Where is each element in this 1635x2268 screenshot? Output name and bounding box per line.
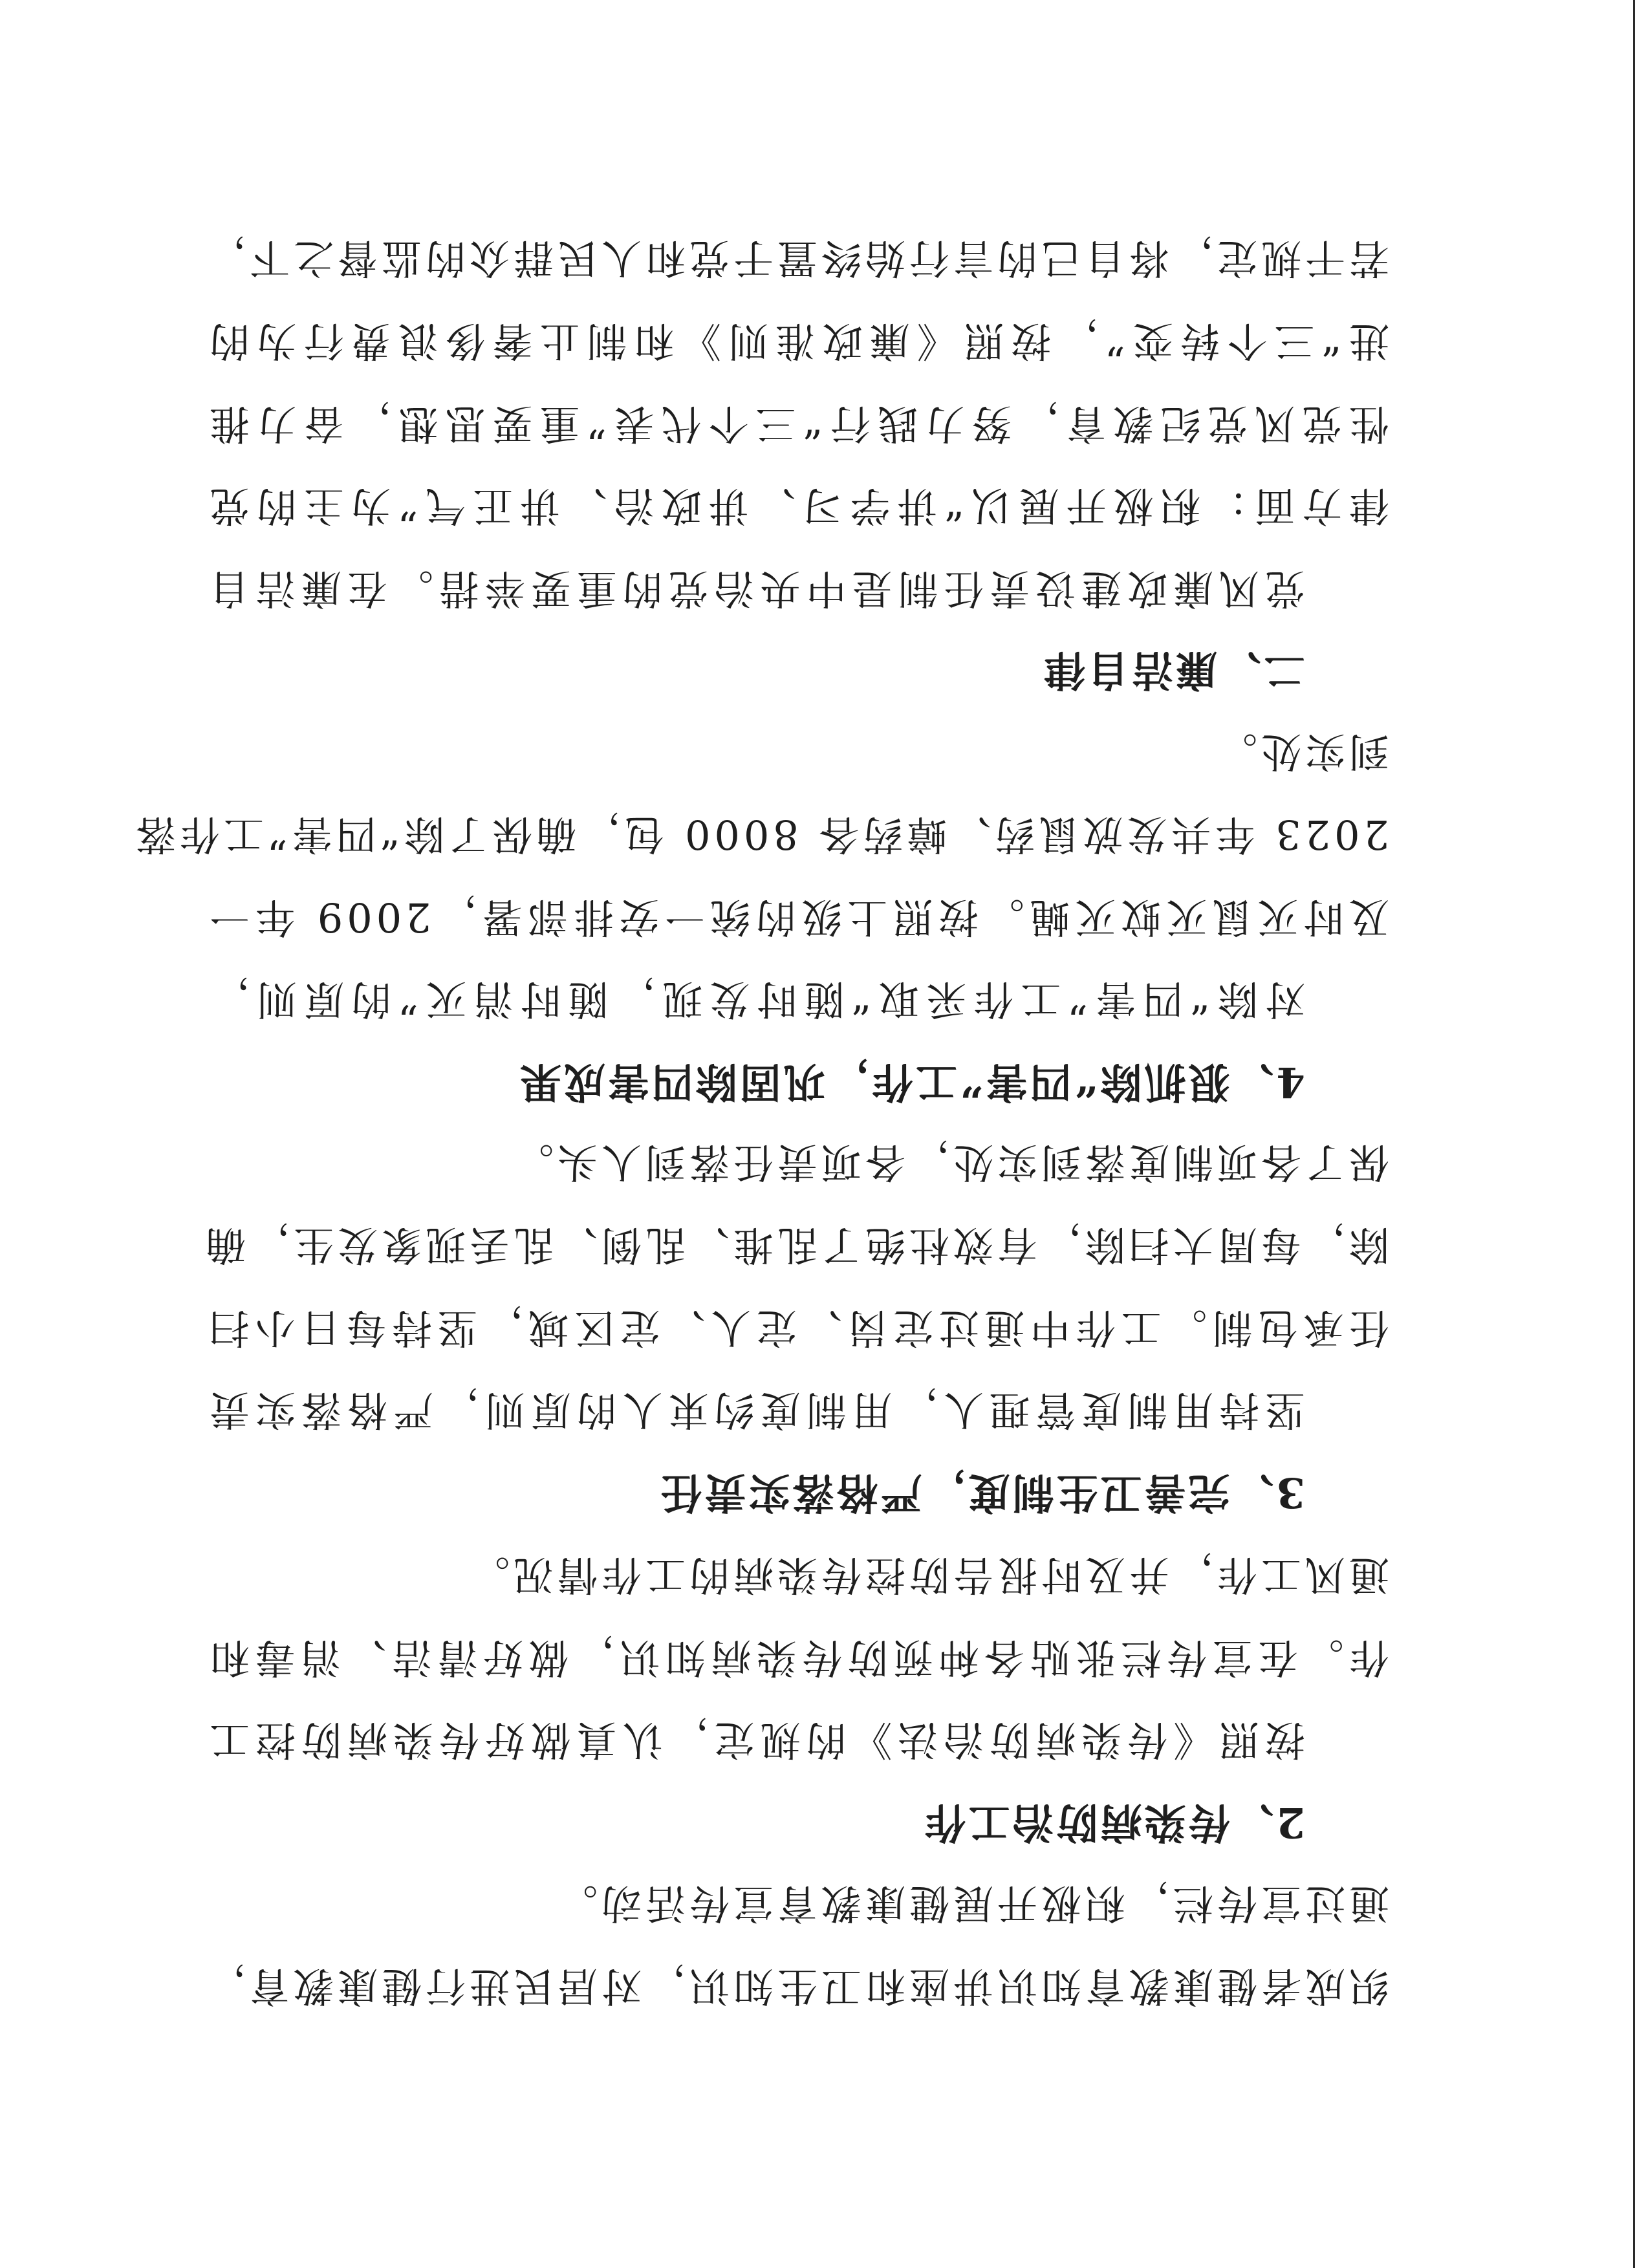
section-heading-lianjie: 二、廉洁自律 [1041,645,1305,694]
text-line-9: 保了各项制度落到实处，各项责任落到人头。 [509,1139,1389,1186]
text-line-10: 对除“四害”工作采取“随时发现，随时消灭”的原则， [206,976,1305,1023]
text-line-6: 坚持用制度管理人，用制度约束人的原则，严格落实责 [206,1387,1305,1434]
text-line-14: 党风廉政建设责任制是中央治党的重要举措。在廉洁自 [206,565,1305,612]
text-line-16: 性党风党纪教育，努力践行“三个代表”重要思想，奋力推 [206,400,1389,448]
text-line-5: 通风工作，并及时报告防控传染病的工作情况。 [465,1551,1389,1599]
section-heading-4: 4、狠抓除“四害”工作，巩固除四害成果 [517,1057,1305,1106]
text-line-8: 除，每周大扫除，有效杜绝了乱堆、乱倒、乱丢现象发生，确 [201,1222,1389,1269]
text-line-11: 及时灭鼠灭蚊灭蝇。按照上级的统一安排部署，2009 年一 [206,894,1389,941]
text-line-12: 2023 年共发放鼠药、蟑药各 8000 包，确保了除“四害”工作落 [131,811,1389,858]
section-heading-3: 3、完善卫生制度，严格落实责任 [658,1468,1305,1517]
text-line-17: 进“三个转变”，按照《廉政准则》和制止奢侈浪费行为的 [206,318,1389,365]
text-line-18: 若干规定，将自己的言行始终置于党和人民群众的监督之下， [201,235,1389,282]
text-line-4: 作。在宣传栏张贴各种预防传染病知识，做好清洁、消毒和 [206,1634,1389,1681]
text-line-13: 到实处。 [1213,728,1389,775]
text-line-7: 任承包制。工作中通过定岗、定人、定区域，坚持每日小扫 [206,1304,1389,1352]
section-heading-2: 2、传染病防治工作 [922,1798,1305,1846]
text-line-1: 织成者健康教育知识讲座和卫生知识，对居民进行健康教育， [201,1963,1389,2010]
text-line-15: 律方面：积极开展以“讲学习、讲政治、讲正气”为主的党 [206,482,1389,530]
text-line-2: 通过宣传栏，积极开展健康教育宣传活动。 [553,1880,1389,1927]
text-line-3: 按照《传染病防治法》的规定，认真做好传染病防控工 [206,1716,1305,1764]
